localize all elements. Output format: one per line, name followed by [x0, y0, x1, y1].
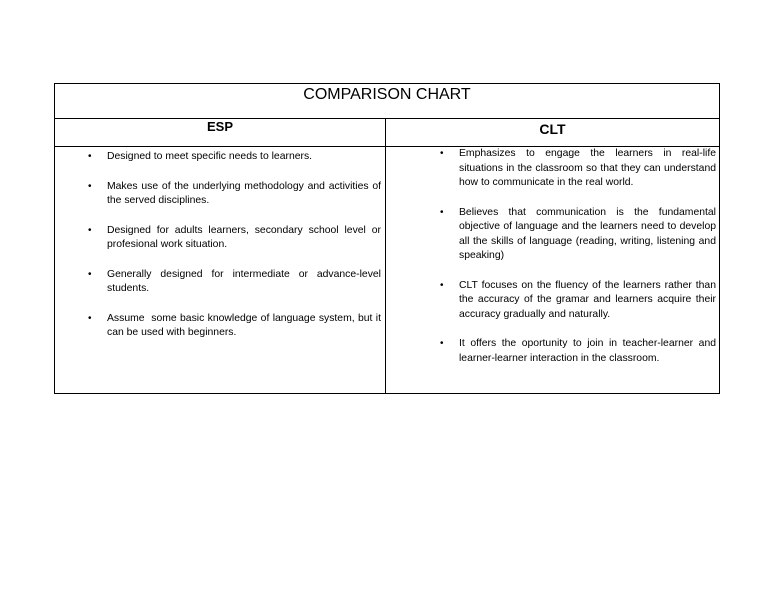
list-item: • Designed to meet specific needs to learners.	[107, 150, 381, 165]
clt-list	[440, 147, 716, 366]
esp-list	[88, 150, 384, 341]
bullet-icon: •	[88, 268, 92, 280]
list-item: • Believes that communication is the fundamental objective of language and the learners need to develop all the skills of language (reading, writing, listening and speaking)	[440, 206, 716, 261]
bullet-icon: •	[440, 338, 444, 349]
bullet-icon: •	[440, 148, 444, 159]
bullet-icon: •	[88, 151, 92, 162]
comparison-table	[54, 83, 720, 394]
bullet-icon: •	[88, 312, 92, 324]
list-item: • CLT focuses on the fluency of the learners rather than the accuracy of the gramar and learners acquire their accuracy gradually and naturally.	[440, 279, 716, 320]
header-row	[55, 119, 719, 147]
list-item: • Designed for adults learners, secondary school level or profesional work situation.	[88, 224, 381, 250]
bullet-icon: •	[440, 279, 444, 291]
esp-cell	[55, 147, 385, 393]
clt-cell	[386, 147, 720, 393]
list-item: • Assume some basic knowledge of language system, but it can be used with beginners.	[88, 312, 384, 338]
list-item: • Makes use of the underlying methodology and activities of the served disciplines.	[88, 180, 381, 206]
bullet-icon: •	[440, 206, 444, 218]
bullet-icon: •	[88, 180, 92, 192]
column-header-clt: CLT	[539, 121, 566, 137]
list-item: • Generally designed for intermediate or advance-level students.	[88, 268, 381, 294]
list-item: • Emphasizes to engage the learners in real-life situations in the classroom so that they can understand how to communicate in the real world.	[440, 148, 716, 188]
bullet-icon: •	[88, 224, 92, 236]
column-header-esp: ESP	[206, 119, 233, 134]
list-item: • It offers the oportunity to join in teacher-learner and learner-learner interaction in the classroom.	[440, 338, 716, 364]
table-title: COMPARISON CHART	[55, 84, 719, 119]
